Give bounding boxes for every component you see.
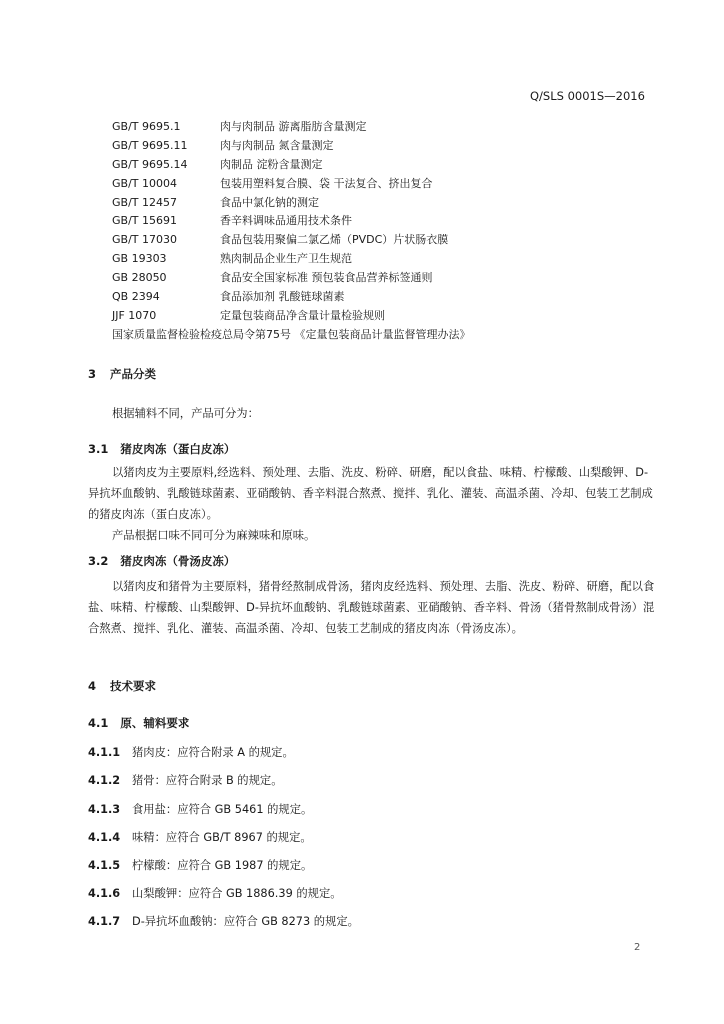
reference-item — [112, 231, 471, 250]
reference-item — [112, 156, 471, 175]
clause-4-1-5 — [88, 857, 312, 873]
reference-item — [112, 212, 471, 231]
reference-title: 食品中氯化钠的测定 — [220, 195, 319, 209]
clause-4-1-7 — [88, 913, 359, 929]
clause-text: 味精：应符合 GB/T 8967 的规定。 — [132, 831, 312, 844]
reference-code: GB 28050 — [112, 271, 167, 285]
reference-item — [112, 269, 471, 288]
section-number: 4.1 — [88, 716, 109, 730]
reference-title: 包装用塑料复合膜、袋 干法复合、挤出复合 — [220, 176, 433, 190]
reference-item — [112, 194, 471, 213]
reference-title: 香辛料调味品通用技术条件 — [220, 214, 352, 228]
standard-number: Q/SLS 0001S—2016 — [530, 89, 645, 103]
reference-regulation: 国家质量监督检验检疫总局令第75号 《定量包装商品计量监督管理办法》 — [112, 327, 471, 341]
reference-title: 食品包装用聚偏二氯乙烯（PVDC）片状肠衣膜 — [220, 233, 449, 247]
clause-number: 4.1.4 — [88, 831, 121, 844]
reference-title: 肉制品 淀粉含量测定 — [220, 157, 323, 171]
reference-code: GB/T 15691 — [112, 214, 177, 228]
section-title: 猪皮肉冻（骨汤皮冻） — [120, 554, 236, 568]
clause-number: 4.1.6 — [88, 887, 121, 900]
reference-code: GB/T 17030 — [112, 233, 177, 247]
section-number: 3.1 — [88, 442, 109, 456]
reference-item — [112, 137, 471, 156]
reference-code: GB/T 10004 — [112, 176, 177, 190]
section-number: 4 — [88, 679, 97, 693]
clause-number: 4.1.7 — [88, 915, 121, 928]
clause-4-1-6 — [88, 885, 342, 901]
reference-title: 熟肉制品企业生产卫生规范 — [220, 252, 352, 266]
section-title: 猪皮肉冻（蛋白皮冻） — [120, 442, 236, 456]
clause-text: 猪肉皮：应符合附录 A 的规定。 — [132, 746, 294, 759]
reference-code: QB 2394 — [112, 290, 160, 304]
section-3-1-heading — [88, 441, 235, 457]
page-number: 2 — [634, 942, 641, 953]
reference-code: GB/T 12457 — [112, 195, 177, 209]
reference-code: GB/T 9695.1 — [112, 120, 181, 133]
section-3-intro: 根据辅料不同，产品可分为： — [112, 407, 259, 420]
reference-title: 肉与肉制品 游离脂肪含量测定 — [220, 120, 367, 133]
section-title: 技术要求 — [110, 679, 157, 693]
section-3-heading — [88, 366, 156, 382]
reference-code: JJF 1070 — [112, 308, 157, 322]
paragraph: 产品根据口味不同可分为麻辣味和原味。 — [112, 529, 316, 542]
reference-title: 肉与肉制品 氮含量测定 — [220, 138, 334, 152]
reference-title: 食品添加剂 乳酸链球菌素 — [220, 290, 345, 304]
paragraph: 以猪肉皮和猪骨为主要原料，猪骨经熬制成骨汤，猪肉皮经选料、预处理、去脂、洗皮、粉碎、研磨，配以食盐、味精、柠檬酸、山梨酸钾、D-异抗坏血酸钠、乳酸链球菌素、亚硝酸钠、香辛料、骨汤（猪骨熬制成骨汤）混合熬煮、搅拌、乳化、灌装、高温杀菌、冷却、包装工艺制成的猪皮肉冻（骨汤皮冻）。 — [88, 580, 655, 635]
clause-4-1-4 — [88, 829, 312, 845]
clause-text: 猪骨：应符合附录 B 的规定。 — [132, 774, 283, 787]
section-title: 原、辅料要求 — [120, 716, 190, 730]
clause-text: 山梨酸钾：应符合 GB 1886.39 的规定。 — [132, 887, 342, 900]
section-3-2-heading — [88, 553, 235, 569]
section-3-1-body — [88, 462, 658, 546]
clause-text: 柠檬酸：应符合 GB 1987 的规定。 — [132, 859, 313, 872]
clause-4-1-3 — [88, 801, 312, 817]
clause-4-1-2 — [88, 772, 283, 788]
paragraph: 以猪肉皮为主要原料,经选料、预处理、去脂、洗皮、粉碎、研磨，配以食盐、味精、柠檬酸、山梨酸钾、D-异抗坏血酸钠、乳酸链球菌素、亚硝酸钠、香辛料混合熬煮、搅拌、乳化、灌装、高温杀菌、冷却、包装工艺制成的猪皮肉冻（蛋白皮冻）。 — [88, 466, 653, 521]
clause-number: 4.1.2 — [88, 774, 121, 787]
reference-title: 定量包装商品净含量计量检验规则 — [220, 308, 385, 322]
clause-number: 4.1.1 — [88, 746, 121, 759]
reference-item — [112, 118, 471, 137]
reference-item — [112, 288, 471, 307]
reference-title: 食品安全国家标准 预包装食品营养标签通则 — [220, 271, 433, 285]
reference-item — [112, 250, 471, 269]
reference-code: GB/T 9695.11 — [112, 138, 188, 152]
reference-item — [112, 307, 471, 326]
clause-4-1-1 — [88, 744, 294, 760]
clause-number: 4.1.5 — [88, 859, 121, 872]
section-4-heading — [88, 678, 156, 694]
clause-text: 食用盐：应符合 GB 5461 的规定。 — [132, 803, 313, 816]
clause-text: D-异抗坏血酸钠：应符合 GB 8273 的规定。 — [132, 915, 359, 928]
reference-code: GB 19303 — [112, 252, 167, 266]
section-title: 产品分类 — [110, 367, 157, 381]
section-number: 3 — [88, 367, 97, 381]
normative-references-list — [112, 118, 471, 345]
section-3-2-body — [88, 576, 658, 639]
section-number: 3.2 — [88, 554, 109, 568]
reference-code: GB/T 9695.14 — [112, 157, 188, 171]
section-4-1-heading — [88, 715, 189, 731]
reference-item — [112, 175, 471, 194]
clause-number: 4.1.3 — [88, 803, 121, 816]
